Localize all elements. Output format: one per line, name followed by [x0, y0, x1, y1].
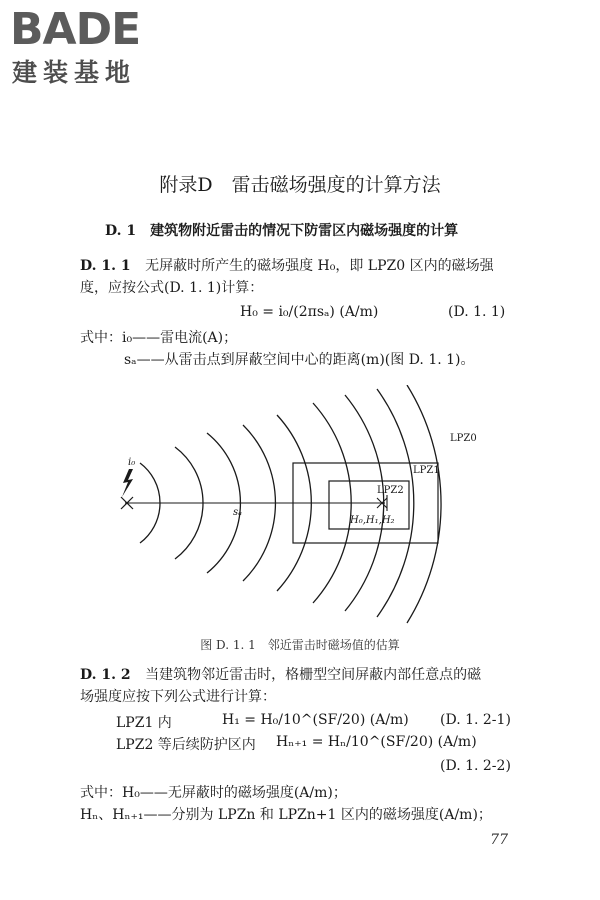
appendix-title: 附录D 雷击磁场强度的计算方法 — [159, 174, 441, 196]
d111-paragraph — [80, 255, 494, 277]
logo-word: BADE — [10, 4, 141, 55]
eq2-label: LPZ2 等后续防护区内 — [116, 737, 256, 753]
where-i0: 式中：i₀——雷电流(A)； — [80, 330, 238, 346]
equation-number-d111: (D. 1. 1) — [448, 304, 506, 320]
d111-label: D. 1. 1 — [80, 258, 131, 274]
page-number: 77 — [490, 832, 508, 848]
d112-label: D. 1. 2 — [80, 667, 131, 683]
section-title: D. 1 建筑物附近雷击的情况下防雷区内磁场强度的计算 — [105, 223, 459, 239]
lightning-icon — [122, 469, 133, 497]
d112-paragraph — [80, 664, 481, 686]
label-i0: i₀ — [128, 457, 136, 468]
where-hn: Hₙ、Hₙ₊₁——分别为 LPZn 和 LPZn+1 区内的磁场强度(A/m)； — [80, 807, 492, 823]
where-sa: sₐ——从雷击点到屏蔽空间中心的距离(m)(图 D. 1. 1)。 — [124, 352, 475, 368]
equation-d1122: Hₙ₊₁ = Hₙ/10^(SF/20) (A/m) — [276, 734, 477, 750]
label-lpz1: LPZ1 — [413, 465, 440, 476]
logo — [10, 4, 175, 90]
label-lpz0: LPZ0 — [450, 433, 477, 444]
label-sa: sₐ — [233, 507, 242, 518]
figure-caption: 图 D. 1. 1 邻近雷击时磁场值的估算 — [200, 638, 400, 652]
logo-chinese: 建装基地 — [12, 58, 137, 87]
d112-line2: 场强度应按下列公式进行计算： — [80, 689, 276, 705]
d111-line2: 度，应按公式(D. 1. 1)计算： — [80, 280, 264, 296]
eq1-label: LPZ1 内 — [116, 715, 172, 731]
equation-number-d1121: (D. 1. 2-1) — [440, 712, 511, 728]
label-h: H₀,H₁,H₂ — [350, 515, 395, 526]
equation-d1121: H₁ = H₀/10^(SF/20) (A/m) — [222, 712, 409, 728]
d112-line1: 当建筑物邻近雷击时，格栅型空间屏蔽内部任意点的磁 — [145, 667, 482, 683]
d111-line1: 无屏蔽时所产生的磁场强度 H₀，即 LPZ0 区内的磁场强 — [145, 258, 494, 274]
field-arc-9 — [407, 385, 441, 623]
figure-d111 — [95, 385, 535, 630]
where-h0: 式中：H₀——无屏蔽时的磁场强度(A/m)； — [80, 785, 347, 801]
equation-number-d1122: (D. 1. 2-2) — [440, 758, 511, 774]
equation-d111: H₀ = i₀/(2πsₐ) (A/m) — [240, 304, 379, 320]
label-lpz2: LPZ2 — [377, 485, 404, 496]
